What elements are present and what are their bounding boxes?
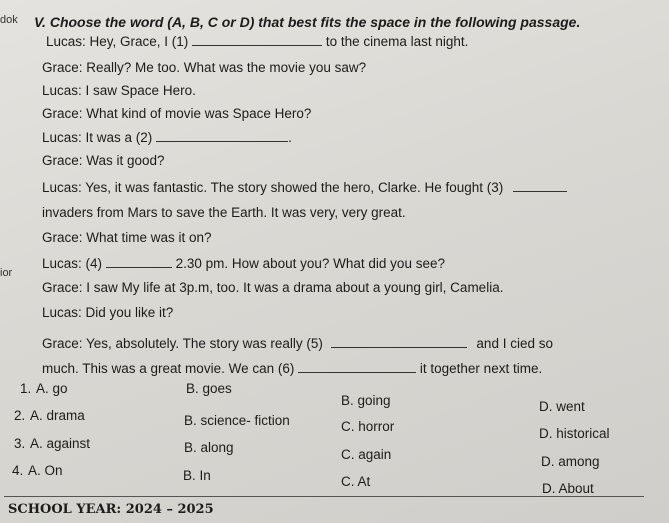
option-1-b[interactable]: B. goes xyxy=(186,381,232,396)
option-3-d[interactable]: D. among xyxy=(541,454,600,469)
line-2: Grace: Really? Me too. What was the movie you saw? xyxy=(42,60,367,75)
line-1 xyxy=(46,34,468,50)
line-14-end: it together next time. xyxy=(419,361,543,376)
line-14-start: much. This was a great movie. We can (6) xyxy=(42,361,295,376)
option-1-a: 1. xyxy=(20,381,32,396)
option-4-c[interactable]: C. At xyxy=(341,474,371,489)
school-year-footer: SCHOOL YEAR: 2024 – 2025 xyxy=(8,502,214,517)
line-13-end: and I cied so xyxy=(476,336,553,351)
option-4-num: 4. xyxy=(12,463,24,478)
option-2-num: 2. xyxy=(14,408,26,423)
line-13-start: Grace: Yes, absolutely. The story was really (5) xyxy=(42,336,323,351)
option-2-c[interactable]: C. horror xyxy=(341,419,395,434)
option-1-c[interactable]: B. going xyxy=(341,393,391,408)
line-13 xyxy=(42,336,553,352)
blank-1[interactable] xyxy=(192,44,322,46)
option-3-num: 3. xyxy=(14,436,26,451)
blank-2[interactable] xyxy=(156,140,288,142)
line-9: Grace: What time was it on? xyxy=(42,230,212,245)
line-6: Grace: Was it good? xyxy=(42,153,165,168)
option-1-d[interactable]: D. went xyxy=(539,399,585,414)
option-4-a[interactable]: A. On xyxy=(28,463,63,478)
line-7 xyxy=(42,180,567,196)
option-2-a[interactable]: A. drama xyxy=(30,408,85,423)
line-7-text: Lucas: Yes, it was fantastic. The story showed the hero, Clarke. He fought (3) xyxy=(42,180,504,195)
option-2-d[interactable]: D. historical xyxy=(539,426,610,441)
line-14 xyxy=(42,361,542,377)
blank-3[interactable] xyxy=(513,190,567,192)
blank-4[interactable] xyxy=(106,266,172,268)
option-4-d[interactable]: D. About xyxy=(542,481,594,496)
blank-5[interactable] xyxy=(331,346,467,348)
option-2-b[interactable]: B. science- fiction xyxy=(184,413,290,428)
line-1-end: to the cinema last night. xyxy=(325,34,469,49)
line-10 xyxy=(42,256,445,272)
line-1-start: Lucas: Hey, Grace, I (1) xyxy=(46,34,189,49)
option-1-a-text[interactable]: A. go xyxy=(36,381,68,396)
option-3-b[interactable]: B. along xyxy=(184,440,234,455)
exercise-title: V. Choose the word (A, B, C or D) that best fits the space in the following passage. xyxy=(34,14,581,30)
line-8: invaders from Mars to save the Earth. It was very, very great. xyxy=(42,205,406,220)
option-3-a[interactable]: A. against xyxy=(30,436,91,451)
line-3: Lucas: I saw Space Hero. xyxy=(42,83,196,98)
divider-rule xyxy=(4,496,644,497)
option-4-b[interactable]: B. In xyxy=(183,468,211,483)
option-3-c[interactable]: C. again xyxy=(341,447,392,462)
line-11: Grace: I saw My life at 3p.m, too. It was a drama about a young girl, Camelia. xyxy=(42,280,504,295)
line-12: Lucas: Did you like it? xyxy=(42,305,174,320)
edge-fragment-top: dok xyxy=(0,14,18,26)
line-5-end: . xyxy=(288,130,292,145)
blank-6[interactable] xyxy=(298,371,416,373)
line-5 xyxy=(42,130,292,146)
edge-fragment-mid: ior xyxy=(0,267,13,279)
line-5-start: Lucas: It was a (2) xyxy=(42,130,153,145)
line-10-start: Lucas: (4) xyxy=(42,256,103,271)
line-10-end: 2.30 pm. How about you? What did you see? xyxy=(175,256,445,271)
line-4: Grace: What kind of movie was Space Hero? xyxy=(42,106,312,121)
